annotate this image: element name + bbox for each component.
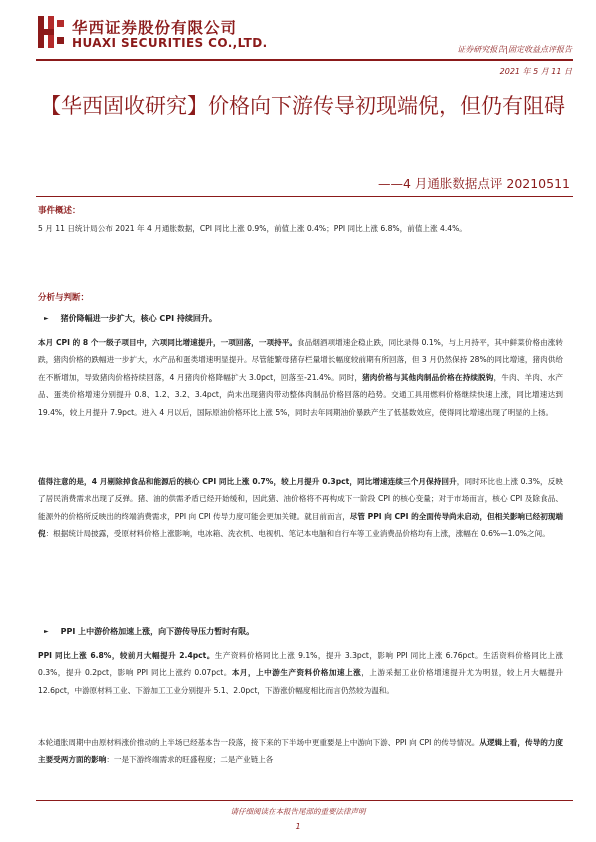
p2-text-1: ，同时环比也上涨 0.3%，反映了居民消费需求出现了反弹。猪、油的供需矛盾已经开始缓和，因此猪、油价格将不再构成下一阶段 CPI 的核心变量；对于市场而言，核心 CPI 及除食品、能源外的价格所反映出的终端消费需求，PPI 向 CPI 传导力度可能会更加关键。就目前而言， — [38, 477, 563, 521]
legal-notice: 请仔细阅读在本报告尾部的重要法律声明 — [230, 807, 366, 816]
report-title: 【华西固收研究】价格向下游传导初现端倪，但仍有阻碍 — [40, 94, 565, 118]
company-name-cn: 华西证券股份有限公司 — [72, 19, 238, 37]
huaxi-logo-icon — [36, 14, 66, 50]
bullet-ppi-text: PPI 上中游价格加速上涨，向下游传导压力暂时有限。 — [60, 627, 255, 636]
p1-lead: 本月 CPI 的 8 个一级子项目中，六项同比增速提升，一项回落，一项持平。 — [38, 338, 297, 347]
analysis-heading: 分析与判断： — [38, 293, 90, 303]
bullet-cpi-text: 猪价降幅进一步扩大，核心 CPI 持续回升。 — [60, 314, 217, 323]
event-text: 5 月 11 日统计局公布 2021 年 4 月通胀数据，CPI 同比上涨 0.9%，前值上涨 0.4%；PPI 同比上涨 6.8%，前值上涨 4.4%。 — [38, 224, 467, 233]
footer-divider — [36, 800, 573, 801]
report-subtitle: ——4 月通胀数据点评 20210511 — [377, 176, 570, 191]
bullet-arrow-icon: ► — [44, 315, 49, 322]
report-date: 2021 年 5 月 11 日 — [499, 67, 572, 76]
p3-bold-1: PPI 同比上涨 6.8%，较前月大幅提升 2.4pct。 — [38, 651, 215, 660]
p3-text-2: ，上游采掘工业价格增速提升尤为明显，较上月大幅提升 12.6pct，中游原材料工业、下游加工工业分别提升 5.1、2.0pct，下游涨价幅度相比而言仍然较为温和。 — [38, 668, 564, 695]
p1-text-1: 食品烟酒项增速企稳止跌，同比录得 0.1%，与上月持平，其中鲜菜价格由涨转跌，猪肉价格的跌幅进一步扩大，水产品和蛋类增速明显提升。尽管能繁母猪存栏量增长幅度较前期有所回落，但 3 月仍然保持 28%的同比增速，猪肉供给在不断增加，导致猪肉价格持续回落，4 月猪肉价格降幅扩大 3.0pct，回落至-21.4%。同时， — [38, 338, 563, 382]
page-number: 1 — [295, 822, 301, 831]
paragraph-cpi-items — [38, 334, 563, 421]
report-series: 证券研究报告|固定收益点评报告 — [457, 45, 572, 54]
p2-text-2: ：根据统计局披露，受原材料价格上涨影响，电冰箱、洗衣机、电视机、笔记本电脑和自行车等工业消费品价格均有上涨，涨幅在 0.6%—1.0%之间。 — [45, 529, 550, 539]
p4-text-2: ：一是下游终端需求的旺盛程度；二是产业链上各 — [106, 755, 274, 765]
header-divider — [36, 59, 573, 61]
paragraph-transmission — [38, 734, 563, 769]
company-name-en: HUAXI SECURITIES CO.,LTD. — [72, 36, 268, 50]
p1-bold-2: 猪肉价格与其他肉制品价格在持续脱钩 — [362, 372, 494, 382]
paragraph-core-cpi — [38, 473, 563, 543]
title-divider — [36, 196, 573, 197]
p2-bold-2: 尽管 PPI 向 CPI 的全面传导尚未启动，但相关影响已经初现端倪 — [38, 511, 563, 539]
event-heading: 事件概述： — [38, 206, 81, 216]
bullet-ppi — [44, 626, 254, 637]
p4-bold-1: 从逻辑上看，传导的力度主要受两方面的影响 — [38, 738, 564, 765]
bullet-arrow-icon: ► — [44, 628, 49, 635]
p3-text-1: 生产资料价格同比上涨 9.1%，提升 3.3pct，影响 PPI 同比上涨 6.76pct。生活资料价格同比上涨 0.3%，提升 0.2pct，影响 PPI 同比上涨约 0.07pct。 — [38, 651, 564, 678]
paragraph-ppi — [38, 647, 563, 699]
p3-bold-2: 本月，上中游生产资料价格加速上涨 — [231, 668, 362, 678]
p4-text-1: 本轮通胀周期中由原材料涨价推动的上半场已经基本告一段落，接下来的下半场中更重要是上中游向下游、PPI 向 CPI 的传导情况。 — [38, 738, 480, 747]
bullet-cpi — [44, 313, 217, 324]
p2-bold-1: 值得注意的是，4 月剔除掉食品和能源后的核心 CPI 同比上涨 0.7%，较上月提升 0.3pct，同比增速连续三个月保持回升 — [38, 477, 457, 486]
p1-text-2: ，牛肉、羊肉、水产品、蛋类价格增速分别提升 0.8、1.2、3.2、3.4pct，尚未出现猪肉带动整体肉制品价格回落的趋势。交通工具用燃料价格继续快速上涨，同比增速达到 19.4%，较上月提升 7.9pct。进入 4 月以后，国际原油价格环比上涨 5%，同时去年同期油价暴跌产生了低基数效应，使得同比增速出现了明显的上扬。 — [38, 372, 563, 417]
